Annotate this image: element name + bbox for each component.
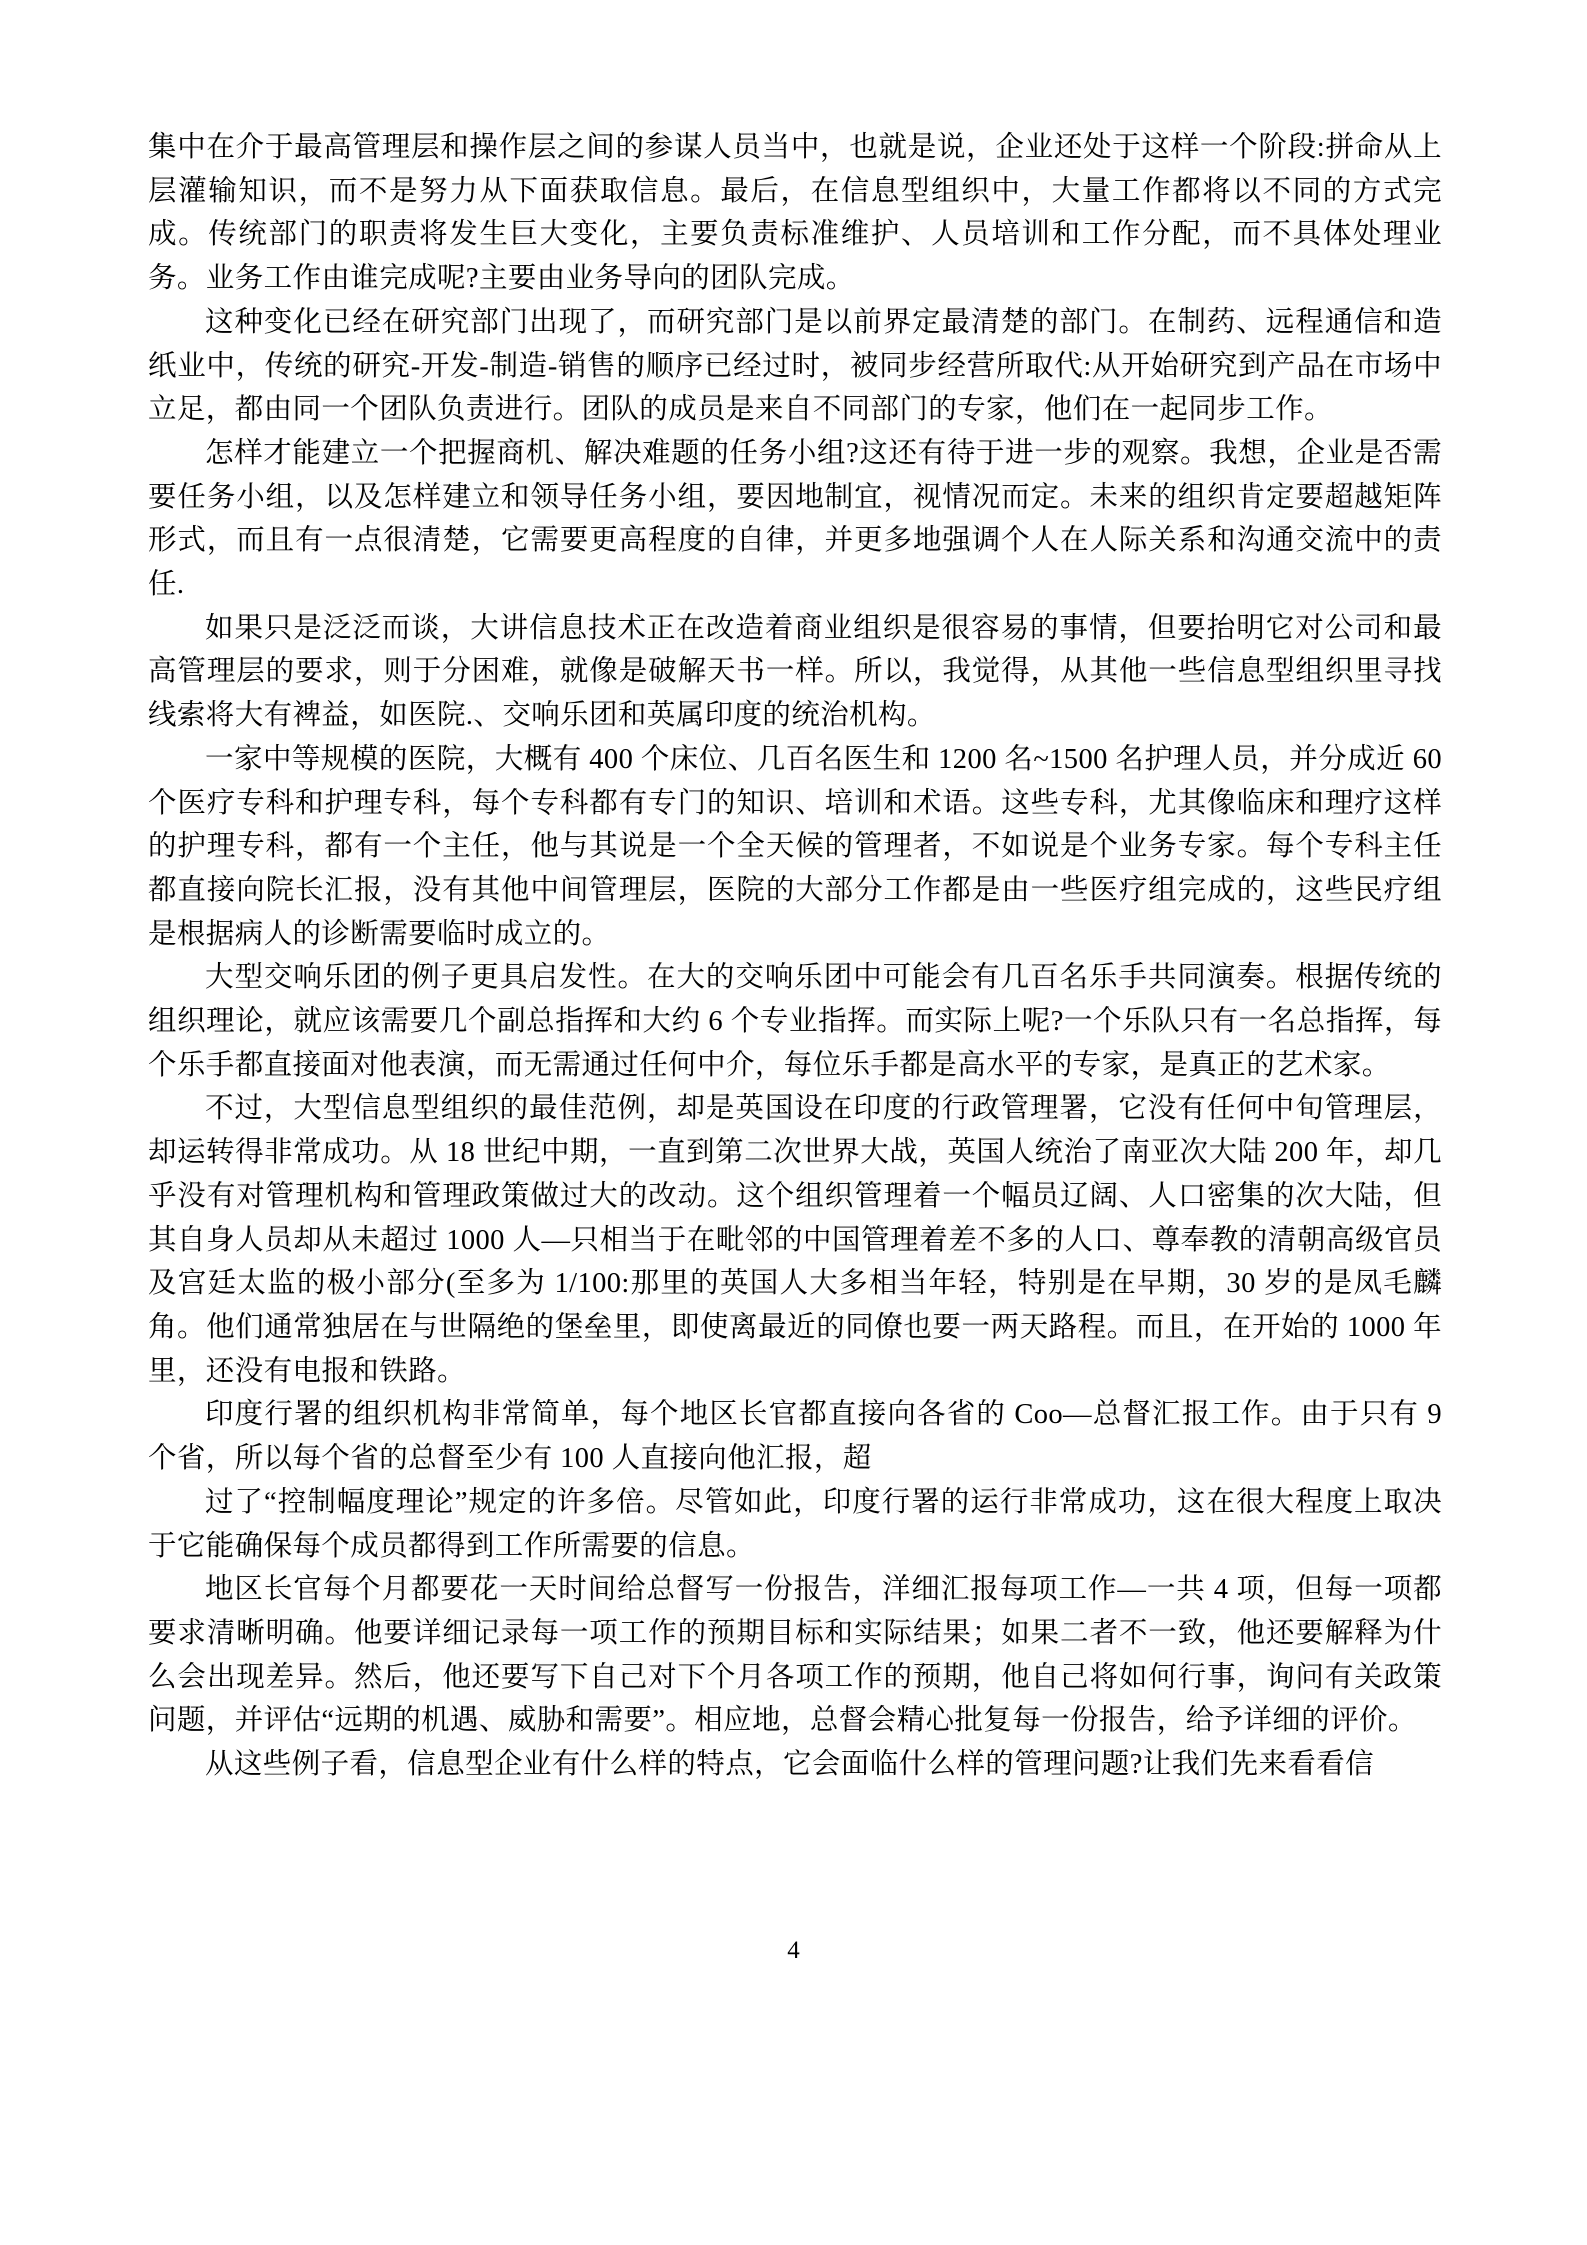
- paragraph: 大型交响乐团的例子更具启发性。在大的交响乐团中可能会有几百名乐手共同演奏。根据传统的组织理论，就应该需要几个副总指挥和大约 6 个专业指挥。而实际上呢?一个乐队只有一名总指挥，每个乐手都直接面对他表演，而无需通过任何中介，每位乐手都是高水平的专家，是真正的艺术家。: [148, 962, 1442, 1081]
- paragraph: 怎样才能建立一个把握商机、解决难题的任务小组?这还有待于进一步的观察。我想，企业是否需要任务小组，以及怎样建立和领导任务小组，要因地制宜，视情况而定。未来的组织肯定要超越矩阵形式，而且有一点很清楚，它需要更高程度的自律，并更多地强调个人在人际关系和沟通交流中的责任.: [148, 437, 1442, 601]
- paragraph: 不过，大型信息型组织的最佳范例，却是英国设在印度的行政管理署，它没有任何中旬管理层，却运转得非常成功。从 18 世纪中期，一直到第二次世界大战，英国人统治了南亚次大陆 200 年，却几乎没有对管理机构和管理政策做过大的改动。这个组织管理着一个幅员辽阔、人口密集的次大陆，但其自身人员却从未超过 1000 人—只相当于在毗邻的中国管理着差不多的人口、尊奉教的清朝高级官员及宫廷太监的极小部分(至多为 1/100:那里的英国人大多相当年轻，特别是在早期，30 岁的是凤毛麟角。他们通常独居在与世隔绝的堡垒里，即使离最近的同僚也要一两天路程。而且，在开始的 1000 年里，还没有电报和铁路。: [148, 1093, 1442, 1387]
- paragraph: 从这些例子看，信息型企业有什么样的特点，它会面临什么样的管理问题?让我们先来看看信: [205, 1749, 1375, 1781]
- paragraph: 地区长官每个月都要花一天时间给总督写一份报告，洋细汇报每项工作—一共 4 项，但每一项都要求清晰明确。他要详细记录每一项工作的预期目标和实际结果；如果二者不一致，他还要解释为什么会出现差异。然后，他还要写下自己对下个月各项工作的预期，他自己将如何行事，询问有关政策问题，并评估“远期的机遇、威胁和需要”。相应地，总督会精心批复每一份报告，给予详细的评价。: [148, 1574, 1442, 1737]
- paragraph: 一家中等规模的医院，大概有 400 个床位、几百名医生和 1200 名~1500 名护理人员，并分成近 60 个医疗专科和护理专科，每个专科都有专门的知识、培训和术语。这些专科，尤其像临床和理疗这样的护理专科，都有一个主任，他与其说是一个全天候的管理者，不如说是个业务专家。每个专科主任都直接向院长汇报，没有其他中间管理层，医院的大部分工作都是由一些医疗组完成的，这些民疗组是根据病人的诊断需要临时成立的。: [148, 743, 1442, 950]
- page-number: 4: [787, 1937, 800, 1964]
- paragraph: 过了“控制幅度理论”规定的许多倍。尽管如此，印度行署的运行非常成功，这在很大程度上取决于它能确保每个成员都得到工作所需要的信息。: [148, 1486, 1442, 1562]
- paragraph: 印度行署的组织机构非常简单，每个地区长官都直接向各省的 Coo—总督汇报工作。由于只有 9 个省，所以每个省的总督至少有 100 人直接向他汇报，超: [148, 1399, 1442, 1475]
- paragraph: 如果只是泛泛而谈，大讲信息技术正在改造着商业组织是很容易的事情，但要抬明它对公司和最高管理层的要求，则于分困难，就像是破解天书一样。所以，我觉得，从其他一些信息型组织里寻找线索将大有裨益，如医院.、交响乐团和英属印度的统治机构。: [148, 612, 1442, 732]
- text-body: [148, 126, 1442, 1787]
- paragraph: 集中在介于最高管理层和操作层之间的参谋人员当中，也就是说，企业还处于这样一个阶段:拼命从上层灌输知识，而不是努力从下面获取信息。最后，在信息型组织中，大量工作都将以不同的方式完成。传统部门的职责将发生巨大变化，主要负责标准维护、人员培训和工作分配，而不具体处理业务。业务工作由谁完成呢?主要由业务导向的团队完成。: [148, 132, 1442, 295]
- paragraph: 这种变化已经在研究部门出现了，而研究部门是以前界定最清楚的部门。在制药、远程通信和造纸业中，传统的研究-开发-制造-销售的顺序已经过时，被同步经营所取代:从开始研究到产品在市场中立足，都由同一个团队负责进行。团队的成员是来自不同部门的专家，他们在一起同步工作。: [148, 306, 1442, 426]
